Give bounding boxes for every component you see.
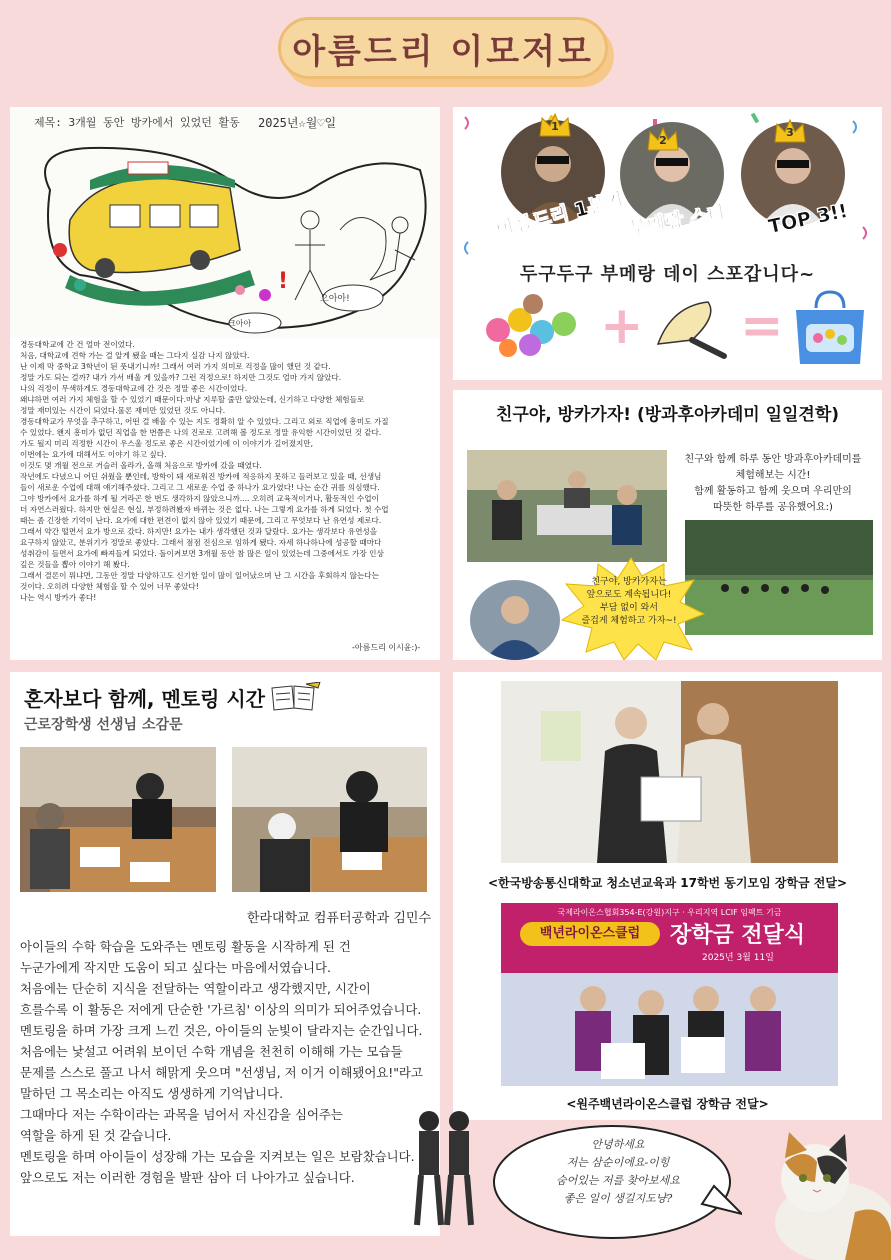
student-drawing [10, 110, 440, 338]
essay-line: 그야 방카에서 요가를 하게 될 거라곤 한 번도 생각하지 않았으니까.... 오히려 교육적이거나, 활동적인 수업이 [20, 494, 379, 503]
scholarship-photo-1 [501, 681, 838, 863]
crown-icon [538, 112, 572, 138]
drawing-date: 2025년☆월♡일 [258, 116, 337, 130]
visit-title: 친구야, 방카가자! (방과후아카데미 일일견학) [495, 405, 840, 425]
mentor-photo-1 [20, 747, 216, 892]
scholarship-caption-2: <원주백년라이온스클럽 장학금 전달> [566, 1097, 769, 1111]
mentor-line: 누군가에게 작지만 도움이 되고 싶다는 마음에서였습니다. [20, 960, 331, 975]
essay-line: 경동대학교가 무엇을 추구하고, 어떤 걸 배울 수 있는 지도 정확히 알 수 있었다. 그리고 외로 직업에 흥미도 가질 [20, 417, 389, 426]
burst-line: 즐겁게 체험하고 가자~! [581, 616, 677, 626]
candy-icon [478, 290, 588, 362]
visit-photo-field [685, 520, 873, 635]
mentor-author: 한라대학교 컴퓨터공학과 김민수 [246, 911, 431, 926]
essay-line: 작년에도 다녔으니 어딘 쉬웠을 뿐인데, 방학이 돼 새로워진 방카에 적응하지 못하고 들러보고 있을 때, 선생님 [20, 472, 382, 481]
essay-line: 그래서 약간 떨면서 요가 방으로 갔다. 하지만! 요가는 내가 생각했던 것과 달랐다. 요가는 생각보다 유연성을 [20, 527, 378, 536]
mentor-line: 아이들의 수학 학습을 도와주는 멘토링 활동을 시작하게 된 건 [20, 939, 351, 954]
scoop-icon [652, 296, 732, 364]
winner-label-2: 부메랑 스타 [627, 201, 728, 241]
essay-line: 더 자연스러웠다. 하지만 현실은 현실, 부정하려봤자 바뀌는 것은 없다. 나는 그렇게 요가를 하게 되었다. 첫 수업 [20, 505, 389, 514]
winner-label-1: 아름드리 1분기 [494, 188, 627, 242]
starburst-text [574, 576, 684, 628]
essay-line: 성취감이 들면서 요가에 빠져들게 되었다. 돌이켜보면 3개월 동안 참 많은 일이 있었는데 그중에서도 가장 인상 [20, 549, 384, 558]
burst-line: 친구야, 방카가자는 [591, 577, 667, 587]
plus-sign: + [600, 296, 644, 356]
essay-line: 들이 새로운 수업에 대해 얘기해주셨다. 그리고 그 새로운 수업 중 하나가 요가였다! 나는 순간 귀를 의심했다. [20, 483, 380, 492]
winner-rank-3: 3 [786, 126, 794, 139]
mentor-line: 처음에는 낯설고 어려워 보이던 수학 개념을 천천히 이해해 가는 모습들 [20, 1044, 403, 1059]
essay-line: 왜냐하면 여러 가지 체험을 할 수 있었기 때문이다.마냥 지루할 줄만 알았는데, 신기하고 다양한 체험들로 [20, 395, 365, 404]
students-cutout [405, 1105, 485, 1230]
drawing-illustration [10, 110, 440, 338]
banner-date: 2025년 3월 11일 [702, 953, 774, 963]
svg-text:!: ! [278, 269, 289, 294]
essay-line: 요구하지 않았고, 분위기가 정말로 좋았다. 그래서 점점 진심으로 임하게 됐다. 자세 하나하나에 성공할 때마다 [20, 538, 382, 547]
essay-line: 나의 걱정이 무색하게도 경동대학교에 간 것은 정말 좋은 시간이었다. [20, 384, 248, 393]
visit-photo-student [470, 580, 560, 660]
shopping-bag-icon [790, 288, 870, 368]
equals-sign: = [740, 296, 784, 356]
visit-description-line: 체험해보는 시간! [735, 470, 811, 481]
essay-line: 난 이제 막 중학교 3학년이 된 풋내기니까! 그래서 여러 가지 의미로 걱정을 많이 했던 것 같다. [20, 362, 331, 371]
burst-line: 앞으로도 계속됩니다! [586, 590, 672, 600]
crown-icon [646, 126, 680, 152]
scholarship-caption-1: <한국방송통신대학교 청소년교육과 17학번 동기모임 장학금 전달> [487, 876, 848, 890]
essay-line: 나는 역시 방카가 좋다! [20, 593, 97, 602]
mentor-line: 문제를 스스로 풀고 나서 해맑게 웃으며 "선생님, 저 이거 이해됐어요!"라고 [20, 1065, 423, 1080]
essay-line: 때는 좀 긴장한 기억이 난다. 요가에 대한 편견이 없지 않아 있었기 때문에, 그리고 무엇보다 난 유연성 제로다. [20, 516, 382, 525]
visit-description-line: 함께 활동하고 함께 웃으며 우리만의 [694, 486, 852, 497]
book-pencil-icon [270, 682, 322, 712]
mentor-subtitle: 근로장학생 선생님 소감문 [24, 717, 183, 733]
visit-description-line: 친구와 함께 하루 동안 방과후아카데미를 [684, 454, 862, 465]
cat-photo [755, 1122, 891, 1260]
essay-line: 처음, 대학교에 견학 가는 걸 알게 됐을 때는 그다지 실감 나지 않았다. [20, 351, 250, 360]
winner-rank-2: 2 [659, 134, 667, 147]
visit-photo-classroom [467, 450, 667, 562]
mentor-line: 말하던 그 목소리는 아직도 생생하게 기억납니다. [20, 1086, 284, 1101]
mentor-photo-2 [232, 747, 427, 892]
mentor-line: 멘토링을 하며 가장 크게 느낀 것은, 아이들의 눈빛이 달라지는 순간입니다. [20, 1023, 423, 1038]
mentor-line: 앞으로도 저는 이러한 경험을 발판 삼아 더 나아가고 싶습니다. [20, 1170, 355, 1185]
drawing-caption: 제목: 3개월 동안 방카에서 있었던 활동 [34, 116, 240, 129]
mentor-line: 흐를수록 이 활동은 저에게 단순한 '가르침' 이상의 의미가 되어주었습니다. [20, 1002, 422, 1017]
banner-top-text: 국제라이온스협회354-E(강원)지구 · 우리지역 LCIF 임팩트 기금 [557, 908, 782, 917]
bubble-line: 저는 삼순이에요-이힝 [566, 1156, 670, 1169]
drawing-bubble-1: 으아아! [320, 294, 350, 304]
page-title: 아름드리 이모저모 [278, 17, 608, 79]
essay-line: 정말 가도 되는 걸까? 내가 가서 배울 게 있을까? 그런 걱정으로! 하지만 그것도 얼마 가지 않았다. [20, 373, 342, 382]
winner-rank-1: 1 [551, 120, 559, 133]
title-banner [278, 17, 614, 87]
mentor-line: 역할을 하게 된 것 같습니다. [20, 1128, 172, 1143]
drawing-bubble-2: 크아아 [228, 319, 252, 328]
essay-line: 가도 될지 미리 걱정한 시간이 우스울 정도로 좋은 시간이었기에 이 이야기가 길어졌지만, [20, 439, 314, 448]
essay-line: 것이다. 오히려 다양한 체험을 할 수 있어 너무 좋았다! [20, 582, 199, 591]
essay-line: 이번에는 요가에 대해서도 이야기 하고 싶다. [20, 450, 167, 459]
banner-club-name: 백년라이온스클럽 [520, 922, 660, 946]
essay-line: 이것도 몇 개월 전으로 거슬러 올라가, 올해 처음으로 방카에 갔을 때였다. [20, 461, 262, 470]
visit-description-line: 따뜻한 하루를 공유했어요:) [713, 502, 833, 513]
banner-title: 장학금 전달식 [670, 923, 806, 948]
mentor-line: 멘토링을 하며 아이들이 성장해 가는 모습을 지켜보는 일은 보람찼습니다. [20, 1149, 415, 1164]
essay-line: 그래서 결론이 뭐냐면, 그동안 정말 다양하고도 신기한 일이 많이 일어났으며 난 그 시간을 후회하지 않는다는 [20, 571, 379, 580]
essay-line: 정말 재미있는 시간이 되었다.물론 재미만 있었던 것도 아니다. [20, 406, 226, 415]
burst-line: 부담 없이 와서 [600, 603, 658, 613]
mentor-title: 혼자보다 함께, 멘토링 시간 [24, 687, 266, 711]
essay-line: 경동대학교에 간 건 얼마 전이었다. [20, 340, 135, 349]
essay-line: 깊은 것들을 뽑아 이야기 해 봤다. [20, 560, 130, 569]
essay-line: 수 있었다. 왠지 흥미가 없던 직업을 한 번쯤은 나의 진로로 고려해 볼 정도로 정말 유익한 시간이었던 것 같다. [20, 428, 382, 437]
top3-headline: 두구두구 부메랑 데이 스포갑니다~ [519, 264, 816, 285]
bubble-line: 좋은 일이 생길지도냥? [563, 1192, 673, 1205]
essay-signature: -아름드리 이시윤:)- [352, 643, 421, 652]
mentor-line: 그때마다 저는 수학이라는 과목을 넘어서 자신감을 심어주는 [20, 1107, 343, 1122]
crown-icon [773, 118, 807, 144]
mentor-line: 처음에는 단순히 지식을 전달하는 역할이라고 생각했지만, 시간이 [20, 981, 371, 996]
bubble-line: 숨어있는 저를 찾아보세요 [556, 1174, 680, 1187]
winner-label-3: TOP 3!! [766, 199, 850, 239]
speech-bubble-text [508, 1136, 728, 1208]
bubble-line: 안녕하세요 [591, 1138, 645, 1151]
